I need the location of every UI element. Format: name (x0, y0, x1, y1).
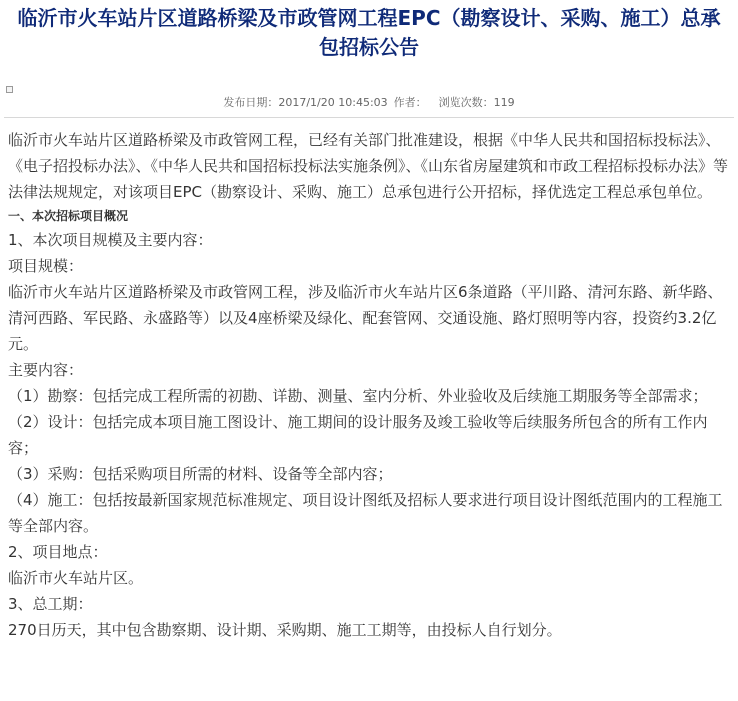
scale-label: 项目规模： (8, 257, 84, 275)
content-item-construction: （4）施工：包括按最新国家规范标准规定、项目设计图纸及招标人要求进行项目设计图纸范围内的工程施工等全部内容。 (8, 491, 723, 535)
meta-divider (4, 117, 734, 118)
views-label: 浏览次数： (438, 96, 494, 109)
content-item-survey: （1）勘察：包括完成工程所需的初勘、详勘、测量、室内分析、外业验收及后续施工期服务等全部需求； (8, 387, 708, 405)
published-date: 2017/1/20 10:45:03 (278, 96, 388, 109)
author-label: 作者： (393, 96, 427, 109)
content-item-procurement: （3）采购：包括采购项目所需的材料、设备等全部内容； (8, 465, 393, 483)
content-label: 主要内容： (8, 361, 84, 379)
article-meta (0, 94, 738, 112)
content-item-design: （2）设计：包括完成本项目施工图设计、施工期间的设计服务及竣工验收等后续服务所包含的所有工作内容； (8, 413, 708, 457)
published-label: 发布日期： (223, 96, 279, 109)
scale-paragraph: 临沂市火车站片区道路桥梁及市政管网工程，涉及临沂市火车站片区6条道路（平川路、清河东路、新华路、清河西路、军民路、永盛路等）以及4座桥梁及绿化、配套管网、交通设施、路灯照明等内容，投资约3.2亿元。 (8, 283, 723, 353)
views-count: 119 (493, 96, 515, 109)
item-heading: 2、项目地点： (8, 543, 108, 561)
image-placeholder-icon (6, 86, 13, 93)
article-title: 临沂市火车站片区道路桥梁及市政管网工程EPC（勘察设计、采购、施工）总承包招标公告 (17, 6, 721, 59)
section-heading: 一、本次招标项目概况 (8, 209, 129, 223)
item-heading: 3、总工期： (8, 595, 93, 613)
intro-paragraph: 临沂市火车站片区道路桥梁及市政管网工程，已经有关部门批准建设，根据《中华人民共和国招标投标法》、《电子招投标办法》、《中华人民共和国招标投标法实施条例》、《山东省房屋建筑和市政工程招标投标办法》等法律法规规定，对该项目EPC（勘察设计、采购、施工）总承包进行公开招标，择优选定工程总承包单位。 (8, 131, 729, 201)
item-heading: 1、本次项目规模及主要内容： (8, 231, 213, 249)
article-body (8, 127, 730, 643)
location-paragraph: 临沂市火车站片区。 (8, 569, 144, 587)
duration-paragraph: 270日历天，其中包含勘察期、设计期、采购期、施工工期等，由投标人自行划分。 (8, 621, 562, 639)
